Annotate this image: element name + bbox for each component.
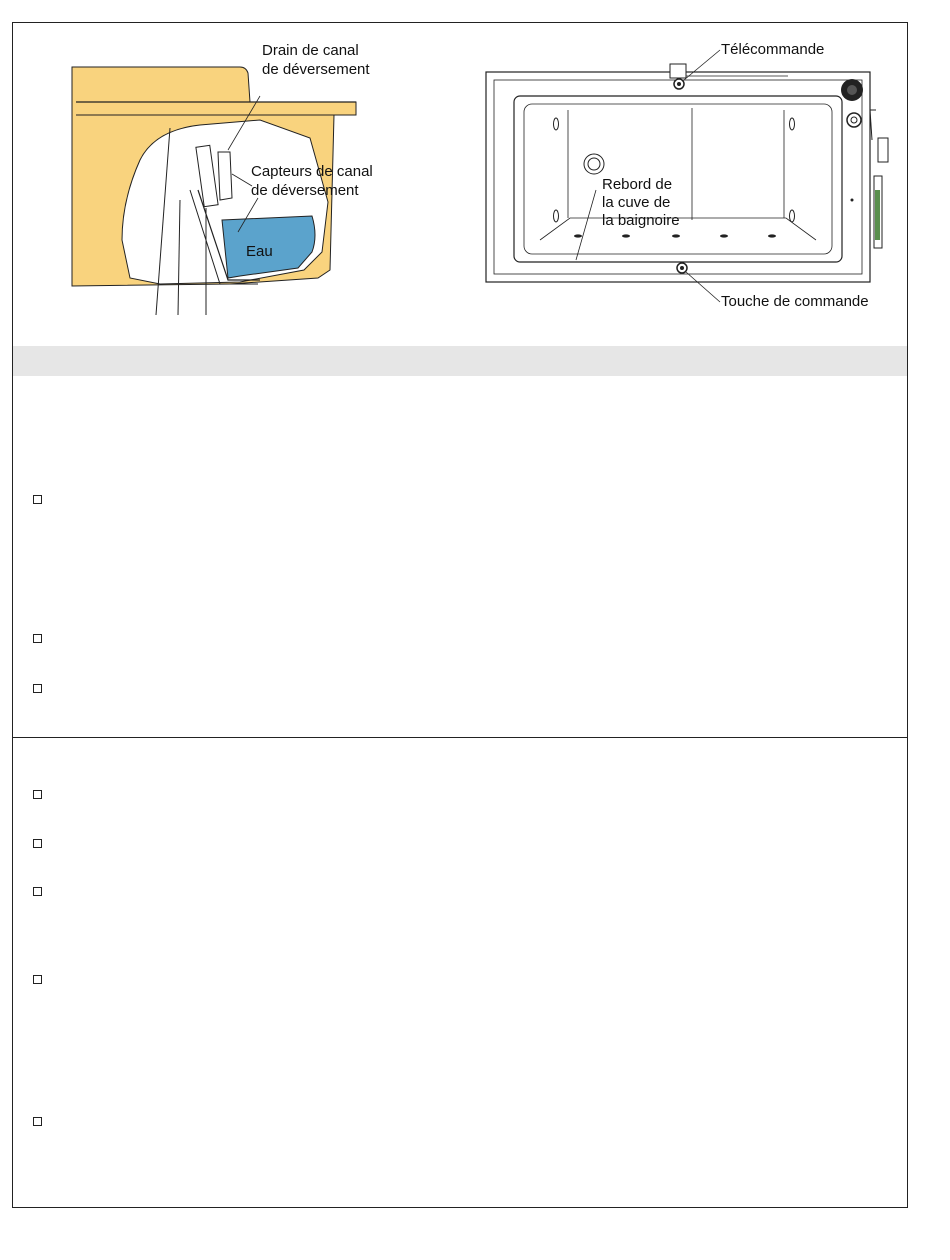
label-rim-line1: Rebord de (602, 176, 673, 193)
checklist-checkbox[interactable] (33, 839, 42, 848)
checklist-checkbox[interactable] (33, 790, 42, 799)
label-drain-line2: de déversement (262, 61, 370, 78)
checklist-checkbox[interactable] (33, 975, 42, 984)
section-divider (12, 737, 908, 738)
label-rim-line2: la cuve de (602, 194, 671, 211)
label-sensors-line1: Capteurs de canal (251, 163, 373, 180)
label-drain-line1: Drain de canal (262, 42, 359, 59)
checklist-checkbox[interactable] (33, 1117, 42, 1126)
checklist-checkbox[interactable] (33, 634, 42, 643)
checklist-checkbox[interactable] (33, 684, 42, 693)
label-control-button: Touche de commande (721, 293, 869, 310)
checklist-checkbox[interactable] (33, 887, 42, 896)
label-water: Eau (246, 243, 273, 260)
label-sensors-line2: de déversement (251, 182, 359, 199)
label-remote: Télécommande (721, 41, 825, 58)
checklist-checkbox[interactable] (33, 495, 42, 504)
bathtub-top-view (480, 40, 900, 310)
section-header-bar (13, 346, 907, 376)
label-rim-line3: la baignoire (602, 212, 680, 229)
